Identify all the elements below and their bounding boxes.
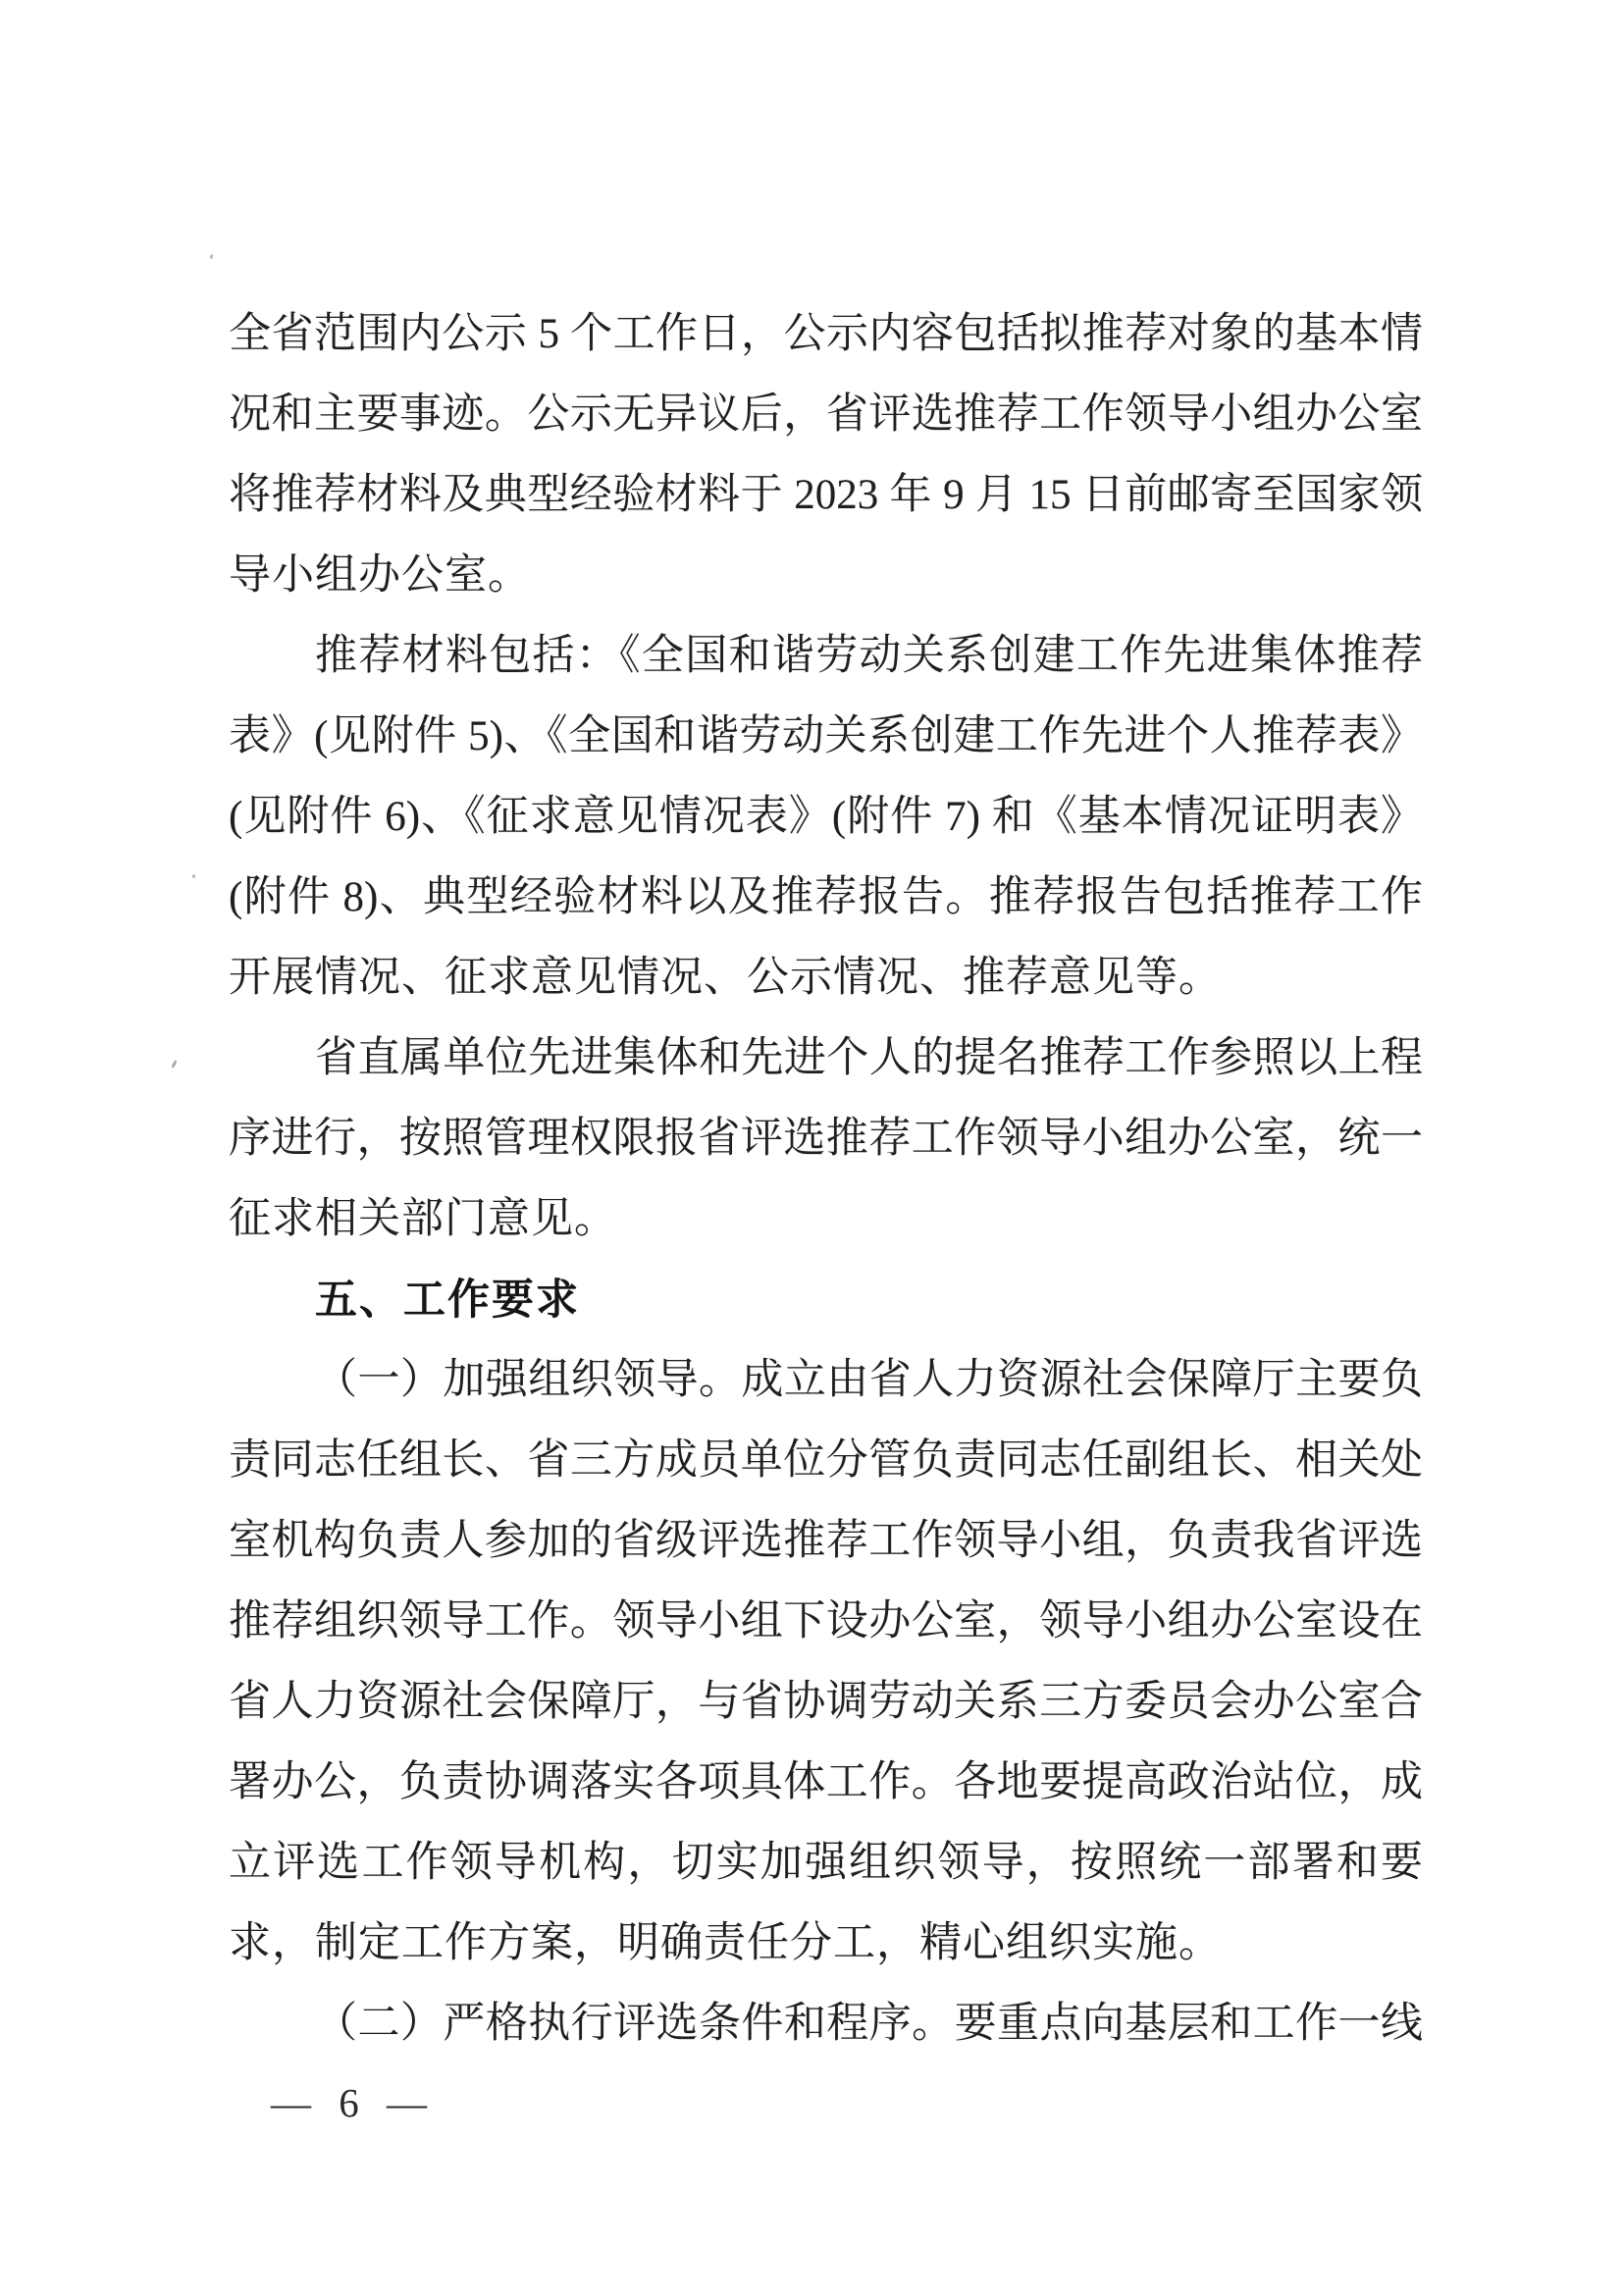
text-line: 责同志任组长、省三方成员单位分管负责同志任副组长、相关处 [229, 1437, 1423, 1484]
scan-speck [192, 874, 195, 878]
text-line: 立评选工作领导机构，切实加强组织领导，按照统一部署和要 [229, 1840, 1423, 1886]
page-footer [271, 2078, 428, 2127]
text-line: 表》(见附件 5)、《全国和谐劳动关系创建工作先进个人推荐表》 [229, 713, 1423, 759]
text-line: 推荐组织领导工作。领导小组下设办公室，领导小组办公室设在 [229, 1598, 1423, 1644]
text-line: 求，制定工作方案，明确责任分工，精心组织实施。 [229, 1920, 1222, 1966]
text-line: 省人力资源社会保障厅，与省协调劳动关系三方委员会办公室合 [229, 1679, 1423, 1725]
scan-speck [171, 1060, 178, 1069]
text-line: 开展情况、征求意见情况、公示情况、推荐意见等。 [229, 955, 1222, 1001]
text-line: 推荐材料包括：《全国和谐劳动关系创建工作先进集体推荐 [315, 633, 1423, 679]
text-line: 室机构负责人参加的省级评选推荐工作领导小组，负责我省评选 [229, 1518, 1423, 1564]
text-line: 署办公，负责协调落实各项具体工作。各地要提高政治站位，成 [229, 1759, 1423, 1805]
text-line: 全省范围内公示 5 个工作日，公示内容包括拟推荐对象的基本情 [229, 311, 1423, 357]
text-line: (见附件 6)、《征求意见情况表》(附件 7) 和《基本情况证明表》 [229, 794, 1423, 840]
page-number: — 6 — [271, 2080, 428, 2125]
section-heading: 五、工作要求 [315, 1277, 580, 1324]
text-line: 征求相关部门意见。 [229, 1196, 617, 1242]
document-lines [229, 294, 1423, 2064]
scan-speck [209, 254, 214, 260]
text-line: 省直属单位先进集体和先进个人的提名推荐工作参照以上程 [315, 1035, 1423, 1081]
text-line: 况和主要事迹。公示无异议后，省评选推荐工作领导小组办公室 [229, 391, 1423, 438]
text-line: (附件 8)、典型经验材料以及推荐报告。推荐报告包括推荐工作 [229, 874, 1423, 920]
text-line: 导小组办公室。 [229, 552, 531, 599]
text-line: （二）严格执行评选条件和程序。要重点向基层和工作一线 [315, 2001, 1423, 2047]
text-line: 将推荐材料及典型经验材料于 2023 年 9 月 15 日前邮寄至国家领 [229, 472, 1423, 518]
text-line: （一）加强组织领导。成立由省人力资源社会保障厅主要负 [315, 1357, 1423, 1403]
text-line: 序进行，按照管理权限报省评选推荐工作领导小组办公室，统一 [229, 1116, 1423, 1162]
